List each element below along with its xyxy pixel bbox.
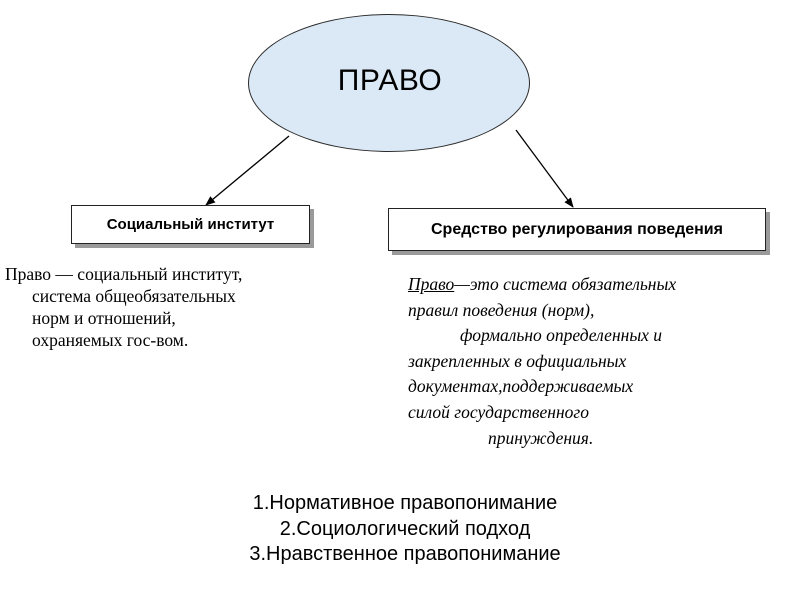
definition-line: система общеобязательных (32, 286, 236, 306)
definition-term: Право (408, 274, 455, 294)
arrow-to-regulation-means (516, 130, 573, 207)
social-institute-definition (5, 263, 325, 351)
definition-line: закрепленных в официальных (408, 350, 627, 371)
definition-line: силой государственного (408, 401, 589, 422)
definition-line: Право — социальный институт, (5, 264, 243, 284)
social-institute-label: Социальный институт (106, 216, 275, 233)
definition-first-rest: —это система обязательных (454, 274, 677, 294)
definition-line: правил поведения (норм), (408, 299, 595, 320)
approaches-list (200, 491, 610, 568)
definition-line: формально определенных и (460, 325, 663, 346)
approach-item: 2.Социологический подход (279, 517, 531, 540)
social-institute-box (71, 205, 310, 244)
definition-line: документах,поддерживаемых (408, 376, 634, 397)
definition-line: норм и отношений, (32, 308, 176, 328)
arrow-to-social-institute (206, 136, 289, 205)
regulation-means-box (388, 208, 766, 251)
definition-line-first (408, 272, 768, 298)
definition-line: принуждения. (488, 427, 594, 448)
root-label: ПРАВО (337, 64, 443, 97)
approach-item: 3.Нравственное правопонимание (249, 543, 561, 565)
definition-line: охраняемых гос-вом. (32, 330, 189, 350)
regulation-means-label: Средство регулирования поведения (431, 220, 723, 238)
approach-item: 1.Нормативное правопонимание (252, 492, 558, 514)
regulation-means-definition (408, 272, 768, 451)
